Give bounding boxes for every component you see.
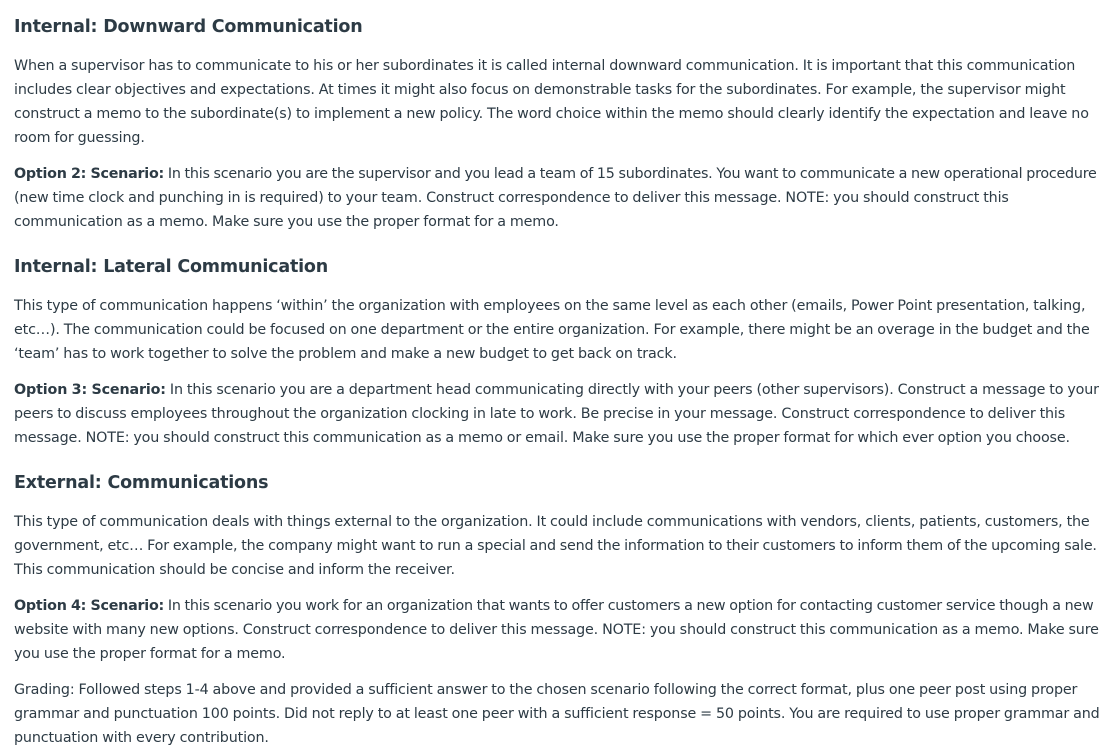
- section-heading-external: External: Communications: [14, 473, 269, 493]
- text-line: This type of communication happens ‘within’ the organization with employees on the same level as each other (emails, Power Point presentation, talking,: [14, 298, 1086, 314]
- option-4-label: Option 4: Scenario:: [14, 598, 164, 614]
- text-line: etc…). The communication could be focused on one department or the entire organization. For example, there might be an overage in the budget and the: [14, 322, 1090, 338]
- option-2-label: Option 2: Scenario:: [14, 166, 164, 182]
- text-line: [14, 378, 1099, 402]
- option-4-scenario: [14, 594, 1099, 666]
- text-line: punctuation with every contribution.: [14, 730, 269, 746]
- option-2-scenario: [14, 162, 1097, 234]
- option-2-text: In this scenario you are the supervisor and you lead a team of 15 subordinates. You want to communicate a new operational procedure: [163, 166, 1097, 182]
- text-line: includes clear objectives and expectations. At times it might also focus on demonstrable tasks for the subordinates. For example, the supervisor might: [14, 82, 1066, 98]
- text-line: peers to discuss employees throughout the organization clocking in late to work. Be precise in your message. Construct correspondence to deliver this: [14, 406, 1066, 422]
- section-heading-downward: Internal: Downward Communication: [14, 17, 363, 37]
- lateral-description: [14, 294, 1090, 366]
- text-line: construct a memo to the subordinate(s) to implement a new policy. The word choice within the memo should clearly identify the expectation and leave no: [14, 106, 1089, 122]
- text-line: [14, 162, 1097, 186]
- text-line: website with many new options. Construct correspondence to deliver this message. NOTE: you should construct this communication as a memo. Make sure: [14, 622, 1099, 638]
- text-line: This communication should be concise and inform the receiver.: [14, 562, 455, 578]
- text-line: ‘team’ has to work together to solve the problem and make a new budget to get back on track.: [14, 346, 677, 362]
- option-3-scenario: [14, 378, 1099, 450]
- option-3-text: In this scenario you are a department head communicating directly with your peers (other supervisors). Construct a message to your: [165, 382, 1099, 398]
- text-line: you use the proper format for a memo.: [14, 646, 286, 662]
- external-description: [14, 510, 1097, 582]
- option-4-text: In this scenario you work for an organization that wants to offer customers a new option for contacting customer service though a new: [163, 598, 1094, 614]
- text-line: government, etc… For example, the company might want to run a special and send the information to their customers to inform them of the upcoming sale.: [14, 538, 1097, 554]
- text-line: grammar and punctuation 100 points. Did not reply to at least one peer with a sufficient response = 50 points. You are required to use proper grammar and: [14, 706, 1100, 722]
- section-heading-lateral: Internal: Lateral Communication: [14, 257, 328, 277]
- text-line: [14, 594, 1099, 618]
- option-3-label: Option 3: Scenario:: [14, 382, 166, 398]
- grading-criteria: [14, 678, 1100, 750]
- text-line: (new time clock and punching in is required) to your team. Construct correspondence to deliver this message. NOTE: you should construct this: [14, 190, 1009, 206]
- text-line: When a supervisor has to communicate to his or her subordinates it is called internal downward communication. It is important that this communication: [14, 58, 1076, 74]
- text-line: message. NOTE: you should construct this communication as a memo or email. Make sure you use the proper format for which ever option you choose.: [14, 430, 1070, 446]
- text-line: communication as a memo. Make sure you use the proper format for a memo.: [14, 214, 559, 230]
- text-line: Grading: Followed steps 1-4 above and provided a sufficient answer to the chosen scenario following the correct format, plus one peer post using proper: [14, 682, 1078, 698]
- text-line: This type of communication deals with things external to the organization. It could include communications with vendors, clients, patients, customers, the: [14, 514, 1090, 530]
- text-line: room for guessing.: [14, 130, 145, 146]
- downward-description: [14, 54, 1089, 150]
